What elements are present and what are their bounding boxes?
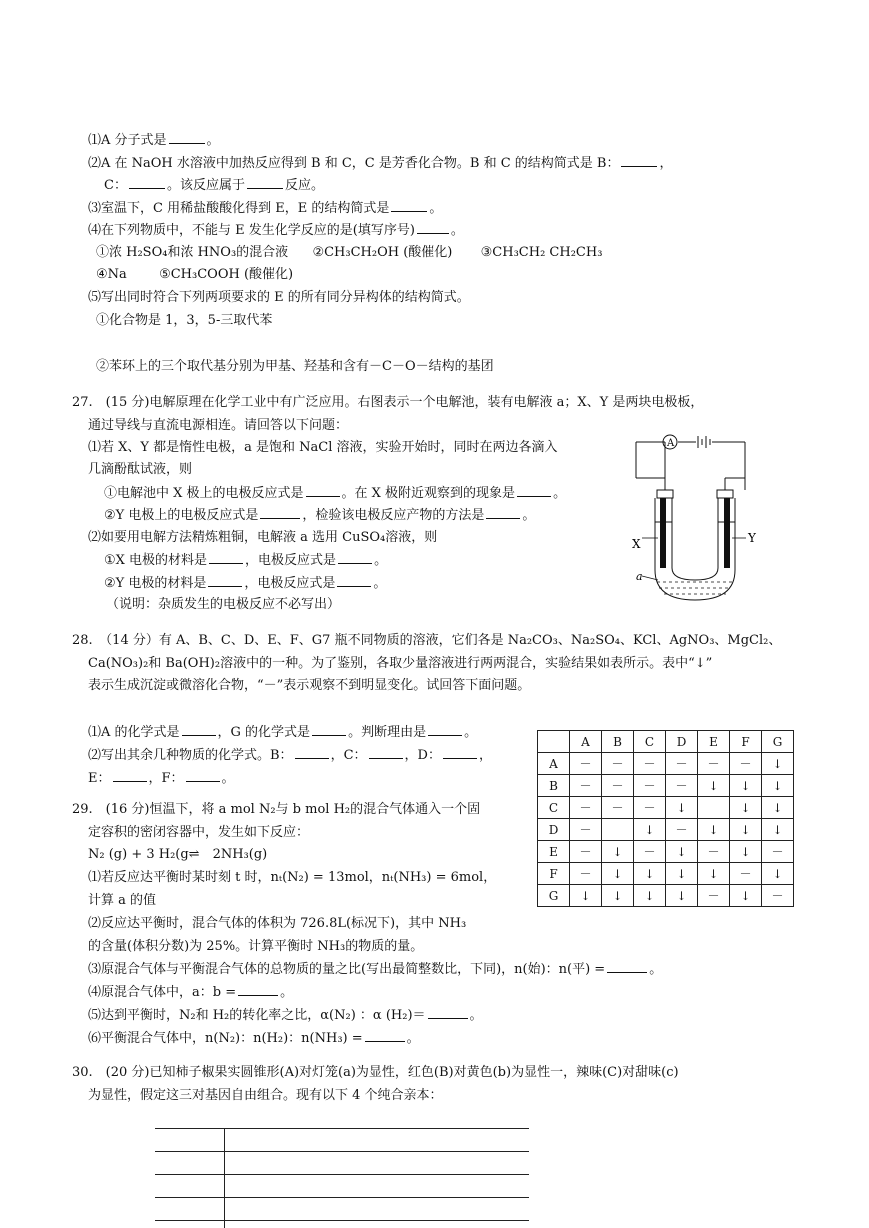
punct: 。 [406, 1031, 420, 1046]
q27-part2-2 [104, 573, 386, 594]
option-3: ③CH₃CH₂ CH₂CH₃ [480, 245, 603, 260]
punct: 。 [649, 962, 663, 977]
text: 。在 X 极附近观察到的现象是 [341, 486, 516, 501]
result-cell: － [570, 797, 602, 819]
option-5: ⑤CH₃COOH (酸催化) [159, 267, 294, 282]
result-cell: － [570, 819, 602, 841]
parent-table-rule [155, 1151, 529, 1152]
table-row [538, 841, 794, 863]
result-cell: － [634, 775, 666, 797]
option-4: ④Na [96, 267, 127, 282]
result-cell: ↓ [666, 885, 698, 907]
result-cell: ↓ [634, 819, 666, 841]
q26-part1 [88, 130, 220, 151]
result-cell: － [634, 753, 666, 775]
punct: 。 [429, 201, 443, 216]
q27-note: （说明：杂质发生的电极反应不必写出） [106, 597, 341, 612]
result-cell: － [698, 885, 730, 907]
q29-part2-line1: ⑵反应达平衡时，混合气体的体积为 726.8L(标况下)，其中 NH₃ [88, 916, 467, 931]
q30-intro-line2: 为显性，假定这三对基因自由组合。现有以下 4 个纯合亲本： [88, 1088, 443, 1103]
q28-intro-line1: 28. （14 分）有 A、B、C、D、E、F、G7 瓶不同物质的溶液，它们各是 Na₂CO₃、Na₂SO₄、KCl、AgNO₃、MgCl₂、 [72, 633, 782, 648]
result-cell: － [730, 863, 762, 885]
answer-blank[interactable] [208, 573, 242, 587]
punct: 。 [373, 576, 387, 591]
ammeter-label: A [667, 438, 675, 449]
table-row [538, 819, 794, 841]
q26-part5-req2: ②苯环上的三个取代基分别为甲基、羟基和含有－C－O－结构的基团 [96, 359, 494, 374]
answer-blank[interactable] [338, 550, 372, 564]
text: 反应。 [284, 178, 324, 193]
punct: 。 [206, 133, 220, 148]
result-cell: － [666, 753, 698, 775]
result-cell: ↓ [730, 885, 762, 907]
answer-blank[interactable] [182, 722, 216, 736]
answer-blank[interactable] [260, 505, 300, 519]
text: ，D： [404, 748, 441, 763]
q26-part1-text: ⑴A 分子式是 [88, 133, 167, 148]
result-cell: ↓ [730, 797, 762, 819]
result-cell: － [762, 885, 794, 907]
header-cell: E [698, 731, 730, 753]
result-cell: ↓ [666, 841, 698, 863]
parent-table-rule [155, 1220, 529, 1221]
result-cell: － [730, 753, 762, 775]
result-cell: ↓ [666, 863, 698, 885]
answer-blank[interactable] [517, 483, 551, 497]
punct: 。 [280, 985, 294, 1000]
q29-part1-line1: ⑴若反应达平衡时某时刻 t 时，nₜ(N₂) = 13mol，nₜ(NH₃) = 6mol， [88, 870, 497, 885]
text: ⑴A 的化学式是 [88, 725, 180, 740]
q27-part2: ⑵如要用电解方法精炼粗铜，电解液 a 选用 CuSO₄溶液，则 [88, 530, 438, 545]
answer-blank[interactable] [312, 722, 346, 736]
table-row [538, 863, 794, 885]
answer-blank[interactable] [417, 220, 449, 234]
text: ，F： [148, 771, 184, 786]
text: ⑹平衡混合气体中，n(N₂)：n(H₂)：n(NH₃) = [88, 1031, 363, 1046]
result-cell: － [698, 841, 730, 863]
q29-part4 [88, 982, 293, 1003]
result-cell: ↓ [666, 797, 698, 819]
answer-blank[interactable] [486, 505, 520, 519]
text: ，检验该电极反应产物的方法是 [302, 508, 485, 523]
text: 。该反应属于 [166, 178, 245, 193]
parent-table-rule [155, 1174, 529, 1175]
q27-part1-1 [104, 483, 566, 504]
answer-blank[interactable] [428, 1005, 468, 1019]
text: ①X 电极的材料是 [104, 553, 208, 568]
row-label-cell: E [538, 841, 570, 863]
row-label-cell: G [538, 885, 570, 907]
table-header-row [538, 731, 794, 753]
answer-blank[interactable] [443, 745, 477, 759]
punct: ， [478, 748, 492, 763]
result-cell: ↓ [602, 885, 634, 907]
q29-part2-line2: 的含量(体积分数)为 25%。计算平衡时 NH₃的物质的量。 [88, 939, 424, 954]
result-cell: ↓ [698, 863, 730, 885]
result-cell: － [602, 797, 634, 819]
label: C： [104, 178, 127, 193]
text: ②Y 电极的材料是 [104, 576, 207, 591]
q28-intro-line2: Ca(NO₃)₂和 Ba(OH)₂溶液中的一种。为了鉴别，各取少量溶液进行两两混合，实验结果如表所示。表中“↓” [88, 656, 713, 671]
result-cell: ↓ [762, 819, 794, 841]
q29-part3 [88, 959, 662, 980]
q29-intro-line1: 29. (16 分)恒温下，将 a mol N₂与 b mol H₂的混合气体通入一个固 [72, 802, 481, 817]
answer-blank[interactable] [129, 175, 165, 189]
text: ⑷原混合气体中，a：b = [88, 985, 237, 1000]
q28-intro-line3: 表示生成沉淀或微溶化合物，“－”表示观察不到明显变化。试回答下面问题。 [88, 678, 531, 693]
result-cell [698, 797, 730, 819]
answer-blank[interactable] [186, 768, 220, 782]
q26-part2-text: ⑵A 在 NaOH 水溶液中加热反应得到 B 和 C，C 是芳香化合物。B 和 C 的结构简式是 B： [88, 156, 620, 171]
result-cell: ↓ [634, 863, 666, 885]
punct: 。 [374, 553, 388, 568]
result-cell: ↓ [602, 841, 634, 863]
result-cell: － [634, 841, 666, 863]
header-cell: G [762, 731, 794, 753]
text: ⑸达到平衡时，N₂和 H₂的转化率之比，α(N₂) ：α (H₂)＝ [88, 1008, 426, 1023]
q27-part2-1 [104, 550, 387, 571]
result-cell: ↓ [698, 819, 730, 841]
q28-part1 [88, 722, 477, 743]
q27-intro-line1: 27. (15 分)电解原理在化学工业中有广泛应用。右图表示一个电解池，装有电解液 a；X、Y 是两块电极板， [72, 395, 704, 410]
q29-part1-line2: 计算 a 的值 [88, 893, 157, 908]
answer-blank[interactable] [337, 573, 371, 587]
result-cell: － [570, 863, 602, 885]
answer-blank[interactable] [391, 198, 427, 212]
header-cell: B [602, 731, 634, 753]
answer-blank[interactable] [113, 768, 147, 782]
q29-part5 [88, 1005, 483, 1026]
q26-part3 [88, 198, 442, 219]
row-label-cell: F [538, 863, 570, 885]
result-cell: － [570, 753, 602, 775]
q26-part5-req1: ①化合物是 1，3，5-三取代苯 [96, 313, 273, 328]
answer-blank[interactable] [238, 982, 278, 996]
row-label-cell: C [538, 797, 570, 819]
header-cell: C [634, 731, 666, 753]
q29-part6 [88, 1028, 420, 1049]
answer-blank[interactable] [247, 175, 283, 189]
result-cell: － [602, 753, 634, 775]
punct: 。 [553, 486, 567, 501]
parent-table-rule [155, 1128, 529, 1129]
answer-blank[interactable] [365, 1028, 405, 1042]
table-row [538, 797, 794, 819]
q26-part2-cont [104, 175, 324, 196]
electrolysis-cell-diagram [628, 430, 758, 608]
answer-blank[interactable] [169, 130, 205, 144]
text: ①电解池中 X 极上的电极反应式是 [104, 486, 304, 501]
result-cell: － [634, 797, 666, 819]
result-cell: ↓ [730, 819, 762, 841]
q28-part2 [88, 745, 492, 766]
q30-intro-line1: 30. (20 分)已知柿子椒果实圆锥形(A)对灯笼(a)为显性，红色(B)对黄色(b)为显性一，辣味(C)对甜味(c) [72, 1065, 679, 1080]
q27-part1-line1: ⑴若 X、Y 都是惰性电极，a 是饱和 NaCl 溶液，实验开始时，同时在两边各滴入 [88, 440, 558, 455]
table-row [538, 775, 794, 797]
q27-part1-line2: 几滴酚酞试液，则 [88, 462, 193, 477]
result-cell: ↓ [634, 885, 666, 907]
option-1: ①浓 H₂SO₄和浓 HNO₃的混合液 [96, 245, 289, 260]
parent-table-divider [224, 1128, 225, 1228]
result-cell: ↓ [762, 863, 794, 885]
answer-blank[interactable] [306, 483, 340, 497]
header-cell: A [570, 731, 602, 753]
q29-equation: N₂ (g) + 3 H₂(g⇌ 2NH₃(g) [88, 847, 268, 862]
header-cell [538, 731, 570, 753]
q28-part2-cont [88, 768, 235, 789]
text: ，电极反应式是 [244, 576, 336, 591]
answer-blank[interactable] [621, 153, 657, 167]
result-cell: － [570, 775, 602, 797]
text: ，电极反应式是 [245, 553, 337, 568]
punct: 。 [469, 1008, 483, 1023]
table-row [538, 885, 794, 907]
text: ②Y 电极上的电极反应式是 [104, 508, 259, 523]
punct: 。 [450, 223, 464, 238]
text: ，C： [330, 748, 367, 763]
result-cell: － [698, 753, 730, 775]
answer-blank[interactable] [369, 745, 403, 759]
answer-blank[interactable] [295, 745, 329, 759]
answer-blank[interactable] [607, 959, 647, 973]
result-cell: ↓ [602, 863, 634, 885]
electrode-x-label: X [632, 537, 641, 551]
q27-intro-line2: 通过导线与直流电源相连。请回答以下问题： [88, 418, 349, 433]
result-cell: － [570, 841, 602, 863]
q26-part3-text: ⑶室温下，C 用稀盐酸酸化得到 E，E 的结构简式是 [88, 201, 390, 216]
row-label-cell: B [538, 775, 570, 797]
result-cell: － [762, 841, 794, 863]
mixing-results-table [537, 730, 794, 907]
row-label-cell: D [538, 819, 570, 841]
punct: ， [659, 156, 673, 171]
q27-part1-2 [104, 505, 535, 526]
text: E： [88, 771, 111, 786]
result-cell: － [666, 819, 698, 841]
q26-part4 [88, 220, 464, 241]
result-cell: ↓ [698, 775, 730, 797]
answer-blank[interactable] [428, 722, 462, 736]
text: 。判断理由是 [348, 725, 427, 740]
electrolyte-label: a [636, 570, 643, 583]
q26-part4-text: ⑷在下列物质中，不能与 E 发生化学反应的是(填写序号) [88, 223, 415, 238]
text: ⑵写出其余几种物质的化学式。B： [88, 748, 293, 763]
text: ，G 的化学式是 [217, 725, 311, 740]
result-cell: ↓ [762, 775, 794, 797]
q26-part5: ⑸写出同时符合下列两项要求的 E 的所有同分异构体的结构简式。 [88, 290, 470, 305]
q26-options-row1 [96, 243, 602, 263]
parent-table-rule [155, 1197, 529, 1198]
answer-blank[interactable] [209, 550, 243, 564]
result-cell: ↓ [762, 797, 794, 819]
result-cell: ↓ [730, 841, 762, 863]
result-cell: ↓ [570, 885, 602, 907]
header-cell: D [666, 731, 698, 753]
header-cell: F [730, 731, 762, 753]
result-cell: － [666, 775, 698, 797]
result-cell: － [602, 775, 634, 797]
table-row [538, 753, 794, 775]
q26-options-row2 [96, 265, 293, 285]
q26-part2 [88, 153, 672, 174]
row-label-cell: A [538, 753, 570, 775]
result-cell: ↓ [762, 753, 794, 775]
electrode-y-label: Y [748, 531, 756, 545]
result-cell: ↓ [730, 775, 762, 797]
option-2: ②CH₃CH₂OH (酸催化) [312, 245, 453, 260]
text: ⑶原混合气体与平衡混合气体的总物质的量之比(写出最简整数比，下同)，n(始)：n(平) = [88, 962, 606, 977]
q29-intro-line2: 定容积的密闭容器中，发生如下反应： [88, 825, 310, 840]
result-cell [602, 819, 634, 841]
punct: 。 [221, 771, 235, 786]
punct: 。 [464, 725, 478, 740]
punct: 。 [522, 508, 536, 523]
